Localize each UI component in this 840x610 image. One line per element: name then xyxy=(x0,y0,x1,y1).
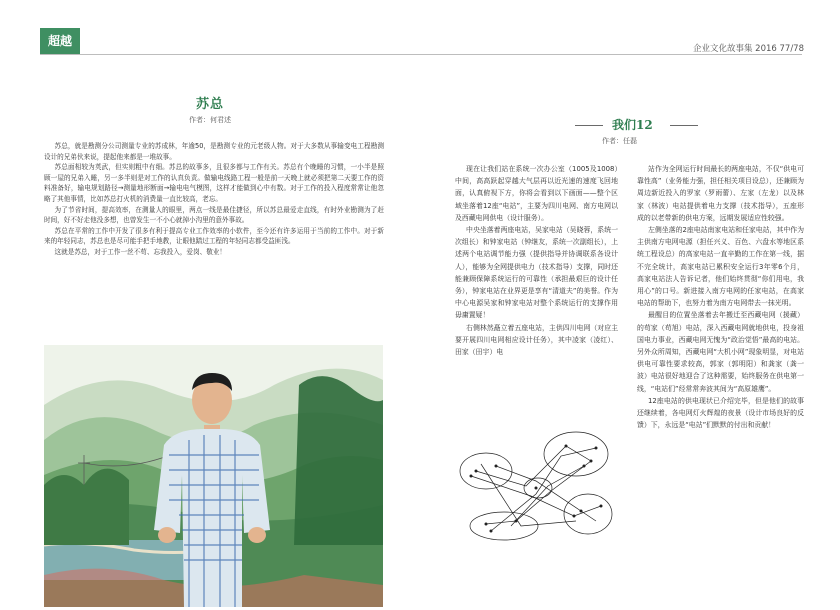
article1-author: 作者：何君述 xyxy=(189,116,231,124)
article1-title: 苏总 xyxy=(195,97,224,112)
header-divider xyxy=(40,54,802,55)
paragraph: 站作为全网运行时间最长的两座电站，不仅“供电可靠性高”（业务能力强，担任相关项目设总），还兼顾为周边新近投入的罗家（罗雨蕾）、左家（左龙）以及林家（林波）电站提供着电力支撑（技术指导），五座形成的以老带新的供电方案，远期发展适应性较强。 xyxy=(637,165,804,222)
article1-body xyxy=(44,141,384,258)
article2-author: 作者：任磊 xyxy=(602,137,637,145)
paragraph: 苏总面相较为英武，但实则粗中有细。苏总的故事多，且很多都与工作有关。苏总有个晚睡的习惯，一小半是照顾一屋的兄弟入睡，另一多半则是对工作的认真负责。做输电线路工程一般是前一天晚上就必须把第二天要工作的资料准备好，输电规划路径→测量地形断面→输电电气模图，这样才能做到心中有数。对于工作的投入程度常常让他忽略了其他事情，比如苏总打火机的消费量一直比较高，老忘。 xyxy=(44,163,384,203)
power-network-sketch xyxy=(456,426,614,548)
article2-title: 我们12 xyxy=(612,118,653,132)
paragraph: 中央坐落着两座电站，吴家电站（吴晓蓉，系统一次组长）和钟家电站（钟继友，系统一次副组长），上述两个电站调节能力强（提供指导并协调联系各设计人），能够为全网提供电力（技术指导）支撑，同时还能兼顾保障系统运行的可靠性（承担最艰巨的设计任务），钟家电站在业界更是享有“清道夫”的美誉。作为中心电源吴家和钟家电站对整个系统运行的支撑作用毋庸置疑！ xyxy=(455,226,618,320)
paragraph: 左侧坐落的2座电站南家电站和任家电站，其中作为主供南方电网电源（担任兴义、百色、六盘水等地区系统工程设总）的高家电站一直辛勤的工作在第一线，据不完全统计，高家电站已累积安全运行3年零6个月，高家电站法人告诉记者，他们始终贯彻“你们用电，我用心”的口号。新进接入南方电网的任家电站，在高家电站的帮助下，也努力着为南方电网带去一抹光明。 xyxy=(637,226,805,308)
paragraph: 苏总在平常的工作中开发了很多有利于提高专业工作效率的小软件，至今还有许多运用于当前的工作中。对于新来的年轻同志，苏总也是尽可能手把手地教，让眼他踏过工程的年轻同志都受益匪浅。 xyxy=(44,226,384,246)
article2-column-right xyxy=(637,163,804,431)
paragraph: 12座电站的供电现状已介绍完毕，但是他们的故事还继续着，各电网灯火辉煌的夜景（设计市场良好的反馈）下，永远是“电站”们默默的付出和贡献！ xyxy=(637,396,804,430)
portrait-painting xyxy=(44,345,383,607)
section-tag: 超越 xyxy=(40,28,80,54)
publication-title: 企业文化故事集 2016 xyxy=(692,44,777,54)
title-rule-left xyxy=(575,125,603,126)
paragraph: 苏总，就是勘测分公司测量专业的苏成林，年逾50，是勘测专业的元老级人物。对于大多数从事输变电工程勘测设计的兄弟伙来说，提起他来都是一堆故事。 xyxy=(44,142,384,161)
page-header-info xyxy=(693,42,804,54)
paragraph: 这就是苏总，对于工作一丝不苟、忘我投入，爱岗、敬业！ xyxy=(54,247,226,256)
paragraph: 右侧林然矗立着五座电站，主供四川电网（对应主要开展四川电网相应设计任务），其中凌家（凌红）、田家（田宇）电 xyxy=(455,323,618,357)
paragraph: 现在让我们站在系统一次办公室（1005及1008）中间，高高跃起穿越大气层再以近光速的速度飞回地面，认真俯视下方，你将会看到以下画面——整个区域坐落着12座“电站”，主要为四川电网、南方电网以及西藏电网供电（设计服务）。 xyxy=(455,165,618,222)
title-rule-right xyxy=(670,125,698,126)
paragraph: 为了节省时间，提高效率，在测量人的眼里，两点一线是最佳捷径，所以苏总最爱走直线，有时外业勘测为了赶时间，好不好走他没多想，也曾发生一不小心就掉小沟里的意外事故。 xyxy=(44,205,384,225)
article2-title-block xyxy=(575,118,755,132)
page-number: 77/78 xyxy=(779,44,804,54)
article2-column-left xyxy=(455,163,618,358)
paragraph: 最醒目的位置坐落着去年搬迁至西藏电网（援藏）的苟家（苟旭）电站，深入西藏电网就地供电，投身祖国电力事业，西藏电网无愧为“政治觉悟”最高的电站。另外众所周知，西藏电网“大机小网”现象明显，对电站供电可靠性要求较高，郭家（郭明阳）和龚家（龚一波）电站很好地迎合了这种需要，始终服务在供电第一线，“电站们”经常常奔波其间为“高原雄鹰”。 xyxy=(637,311,804,393)
